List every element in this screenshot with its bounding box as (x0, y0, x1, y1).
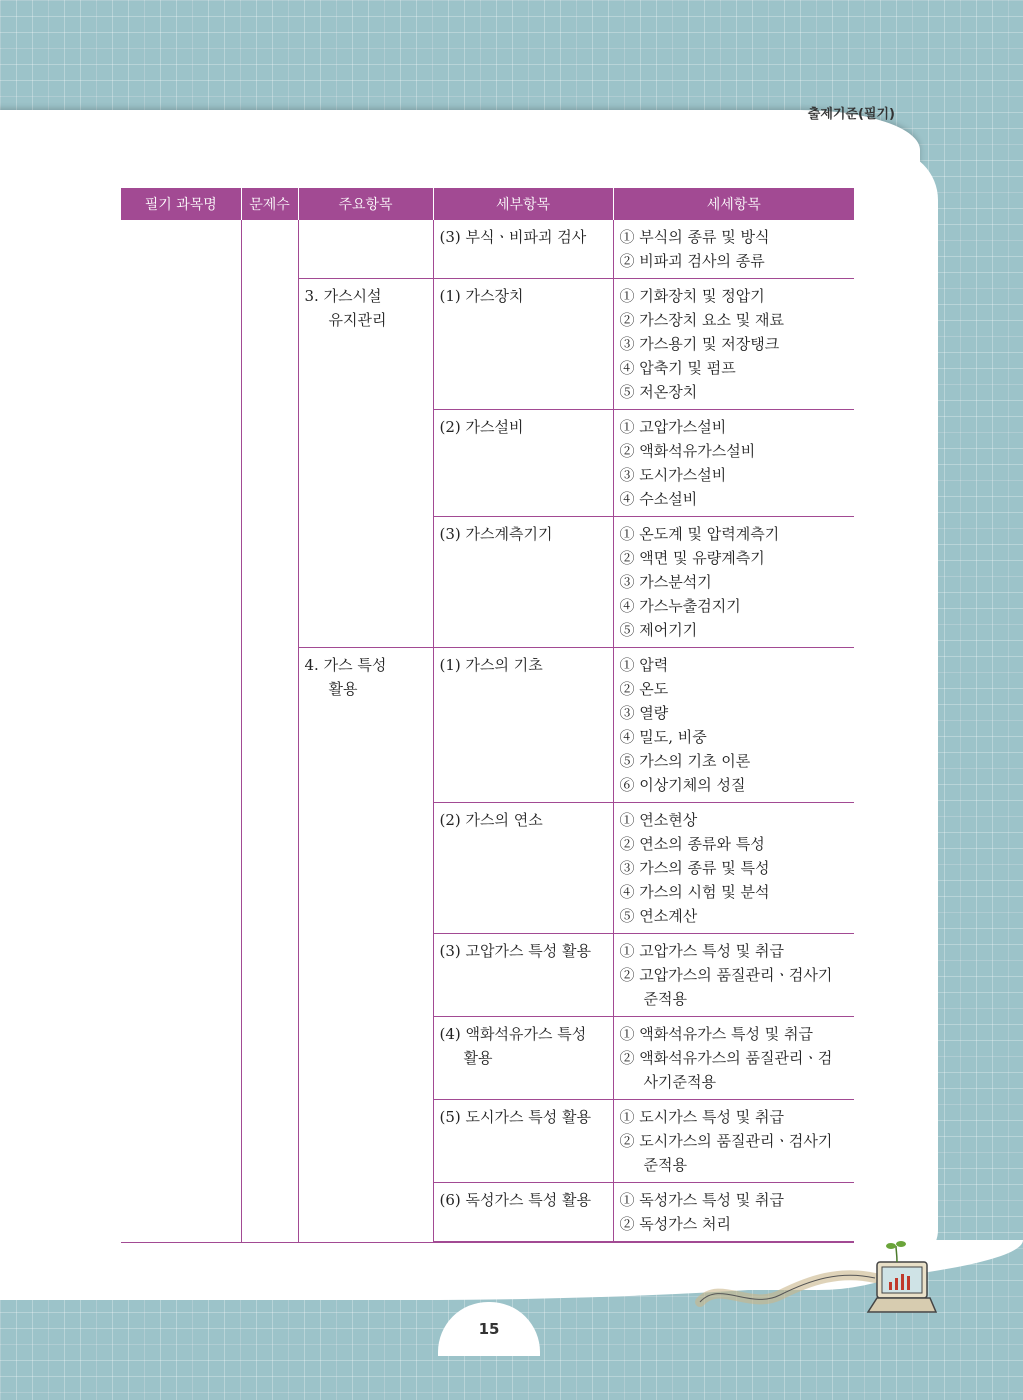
detail-item: ② 액화석유가스의 품질관리ㆍ검 (619, 1049, 833, 1067)
page-header-label: 출제기준(필기) (807, 107, 895, 122)
detail-cell (613, 803, 854, 934)
detail-item: ③ 가스의 종류 및 특성 (619, 859, 770, 877)
laptop-scroll-illustration (690, 1240, 940, 1330)
detail-item-continuation: 사기준적용 (643, 1073, 716, 1091)
main-item-cell (298, 648, 433, 1243)
sub-item-cell (433, 517, 613, 648)
header-question-count: 문제수 (241, 188, 298, 220)
sub-item: (2) 가스의 연소 (439, 811, 543, 829)
detail-cell (613, 410, 854, 517)
detail-item: ⑤ 제어기기 (619, 621, 698, 639)
detail-item: ② 가스장치 요소 및 재료 (619, 311, 784, 329)
detail-item: ② 연소의 종류와 특성 (619, 835, 765, 853)
detail-cell (613, 517, 854, 648)
detail-item: ④ 밀도, 비중 (619, 728, 707, 746)
detail-item: ① 기화장치 및 정압기 (619, 287, 765, 305)
sub-item-cell (433, 648, 613, 803)
sub-item: (1) 가스장치 (439, 287, 524, 305)
detail-cell (613, 1100, 854, 1183)
sub-item-cell (433, 1017, 613, 1100)
detail-cell (613, 1183, 854, 1243)
detail-item: ③ 가스용기 및 저장탱크 (619, 335, 780, 353)
sub-item: (5) 도시가스 특성 활용 (439, 1108, 591, 1126)
detail-item: ② 독성가스 처리 (619, 1215, 731, 1233)
main-item-cell (298, 220, 433, 279)
detail-item: ② 도시가스의 품질관리ㆍ검사기 (619, 1132, 833, 1150)
page-number-tab (438, 1302, 540, 1356)
sub-item-cell (433, 410, 613, 517)
detail-item: ① 독성가스 특성 및 취급 (619, 1191, 784, 1209)
detail-item: ③ 도시가스설비 (619, 466, 727, 484)
header-detail-item: 세세항목 (613, 188, 854, 220)
detail-cell (613, 279, 854, 410)
sub-item: (4) 액화석유가스 특성 (439, 1025, 587, 1043)
detail-item: ⑤ 가스의 기초 이론 (619, 752, 751, 770)
table-header-row (121, 188, 854, 220)
sub-item: (6) 독성가스 특성 활용 (439, 1191, 591, 1209)
detail-item: ① 고압가스 특성 및 취급 (619, 942, 784, 960)
detail-item: ① 온도계 및 압력계측기 (619, 525, 780, 543)
detail-cell (613, 1017, 854, 1100)
subject-cell (121, 220, 241, 1242)
exam-criteria-table (121, 188, 854, 1243)
main-item-line1: 3. 가스시설 (304, 287, 382, 305)
sub-item-cell (433, 803, 613, 934)
main-item-line2: 활용 (328, 680, 358, 698)
detail-item: ① 연소현상 (619, 811, 698, 829)
sub-item-cell (433, 1183, 613, 1243)
main-item-cell (298, 279, 433, 648)
detail-item: ① 고압가스설비 (619, 418, 727, 436)
sprout-icon (886, 1241, 906, 1262)
header-subject: 필기 과목명 (121, 188, 241, 220)
detail-item: ⑤ 저온장치 (619, 383, 698, 401)
sub-item: (3) 부식ㆍ비파괴 검사 (439, 228, 587, 246)
detail-item: ① 액화석유가스 특성 및 취급 (619, 1025, 813, 1043)
main-item-line2: 유지관리 (328, 311, 387, 329)
detail-item: ⑤ 연소계산 (619, 907, 698, 925)
detail-item: ⑥ 이상기체의 성질 (619, 776, 746, 794)
sub-item: (3) 가스계측기기 (439, 525, 553, 543)
detail-item: ③ 열량 (619, 704, 669, 722)
detail-item: ④ 가스의 시험 및 분석 (619, 883, 770, 901)
detail-cell (613, 220, 854, 279)
detail-item: ④ 수소설비 (619, 490, 698, 508)
detail-item: ④ 압축기 및 펌프 (619, 359, 736, 377)
detail-item: ① 부식의 종류 및 방식 (619, 228, 770, 246)
detail-cell (613, 648, 854, 803)
detail-item-continuation: 준적용 (643, 1156, 687, 1174)
main-item-line1: 4. 가스 특성 (304, 656, 387, 674)
paper-scroll-icon (700, 1275, 875, 1302)
question-count-cell (241, 220, 298, 1242)
detail-item: ② 액면 및 유량계측기 (619, 549, 765, 567)
header-main-item: 주요항목 (298, 188, 433, 220)
sub-item-cell (433, 220, 613, 279)
detail-cell (613, 934, 854, 1017)
sub-item: (2) 가스설비 (439, 418, 524, 436)
sub-item: (3) 고압가스 특성 활용 (439, 942, 591, 960)
detail-item: ④ 가스누출검지기 (619, 597, 741, 615)
detail-item: ② 비파괴 검사의 종류 (619, 252, 765, 270)
table-row (121, 220, 854, 279)
sub-item-cell (433, 279, 613, 410)
detail-item: ① 압력 (619, 656, 669, 674)
detail-item: ② 온도 (619, 680, 669, 698)
detail-item: ② 고압가스의 품질관리ㆍ검사기 (619, 966, 833, 984)
sub-item-cell (433, 1100, 613, 1183)
sub-item-cell (433, 934, 613, 1017)
detail-item: ② 액화석유가스설비 (619, 442, 756, 460)
page-number: 15 (478, 1320, 500, 1338)
detail-item-continuation: 준적용 (643, 990, 687, 1008)
sub-item: (1) 가스의 기초 (439, 656, 543, 674)
sub-item-continuation: 활용 (463, 1049, 493, 1067)
detail-item: ① 도시가스 특성 및 취급 (619, 1108, 784, 1126)
header-sub-item: 세부항목 (433, 188, 613, 220)
laptop-icon (868, 1262, 936, 1312)
detail-item: ③ 가스분석기 (619, 573, 712, 591)
